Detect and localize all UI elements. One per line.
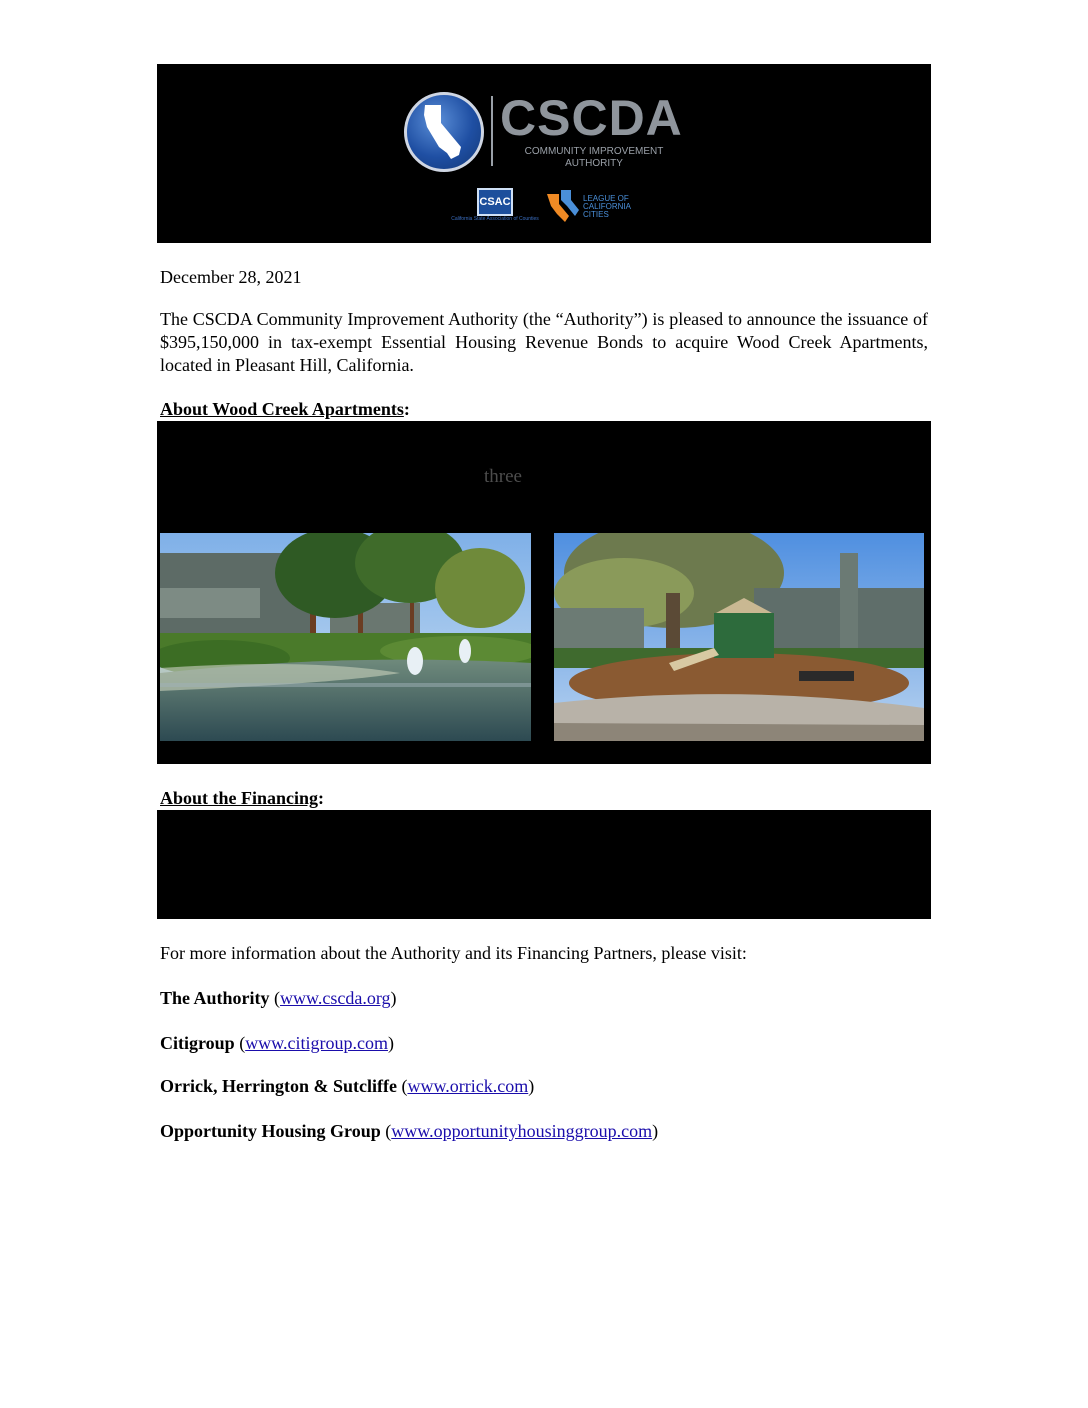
partner-link-citigroup[interactable]: www.citigroup.com: [245, 1033, 388, 1053]
photo-playground: [554, 533, 924, 741]
about-financing-colon: :: [318, 788, 325, 808]
cities-line3: CITIES: [583, 210, 609, 219]
partner-name: Orrick, Herrington & Sutcliffe: [160, 1076, 397, 1096]
about-wood-creek-heading: [160, 398, 410, 421]
about-wood-creek-heading-text: About Wood Creek Apartments: [160, 399, 404, 419]
about-financing-heading: [160, 787, 324, 810]
logo-subtitle-line1: COMMUNITY IMPROVEMENT: [524, 146, 664, 157]
logo-subtitle-line2: AUTHORITY: [565, 158, 623, 169]
partner-link-orrick[interactable]: www.orrick.com: [407, 1076, 529, 1096]
more-info-text: For more information about the Authority and its Financing Partners, please visit:: [160, 943, 747, 963]
cities-line1: LEAGUE OF: [583, 194, 629, 203]
partner-authority: The Authority (www.cscda.org): [160, 988, 397, 1008]
partner-citigroup: Citigroup (www.citigroup.com): [160, 1033, 394, 1053]
partner-link-opportunity-housing[interactable]: www.opportunityhousinggroup.com: [391, 1121, 653, 1141]
partner-link-cscda[interactable]: www.cscda.org: [280, 988, 391, 1008]
league-of-cities-logo-icon: [545, 188, 581, 229]
csac-logo: CSAC: [477, 188, 513, 216]
partner-opportunity-housing: Opportunity Housing Group (www.opportunityhousinggroup.com): [160, 1121, 659, 1141]
partner-orrick: Orrick, Herrington & Sutcliffe (www.orrick.com): [160, 1076, 535, 1096]
about-financing-heading-text: About the Financing: [160, 788, 319, 808]
logo-divider: [491, 96, 493, 166]
redacted-financing-block: [157, 810, 931, 919]
photo-pond-fountain: [160, 533, 531, 741]
partner-name: Citigroup: [160, 1033, 235, 1053]
visible-text-fragment: three: [484, 466, 522, 487]
csac-caption: California State Association of Counties: [451, 216, 539, 222]
about-wood-creek-colon: :: [403, 399, 410, 419]
league-of-cities-text: [583, 195, 631, 219]
cities-line2: CALIFORNIA: [583, 202, 632, 211]
intro-paragraph: The CSCDA Community Improvement Authority (the “Authority”) is pleased to announce the issuance of $395,150,000 in tax-exempt Essential Housing Revenue Bonds to acquire Wood Creek Apartments, located in Pleasant Hill, California.: [160, 309, 928, 375]
partner-name: The Authority: [160, 988, 270, 1008]
california-seal-icon: [404, 92, 484, 172]
partner-name: Opportunity Housing Group: [160, 1121, 381, 1141]
cscda-logo-text: CSCDA: [500, 90, 683, 146]
press-release-date: December 28, 2021: [160, 267, 302, 287]
